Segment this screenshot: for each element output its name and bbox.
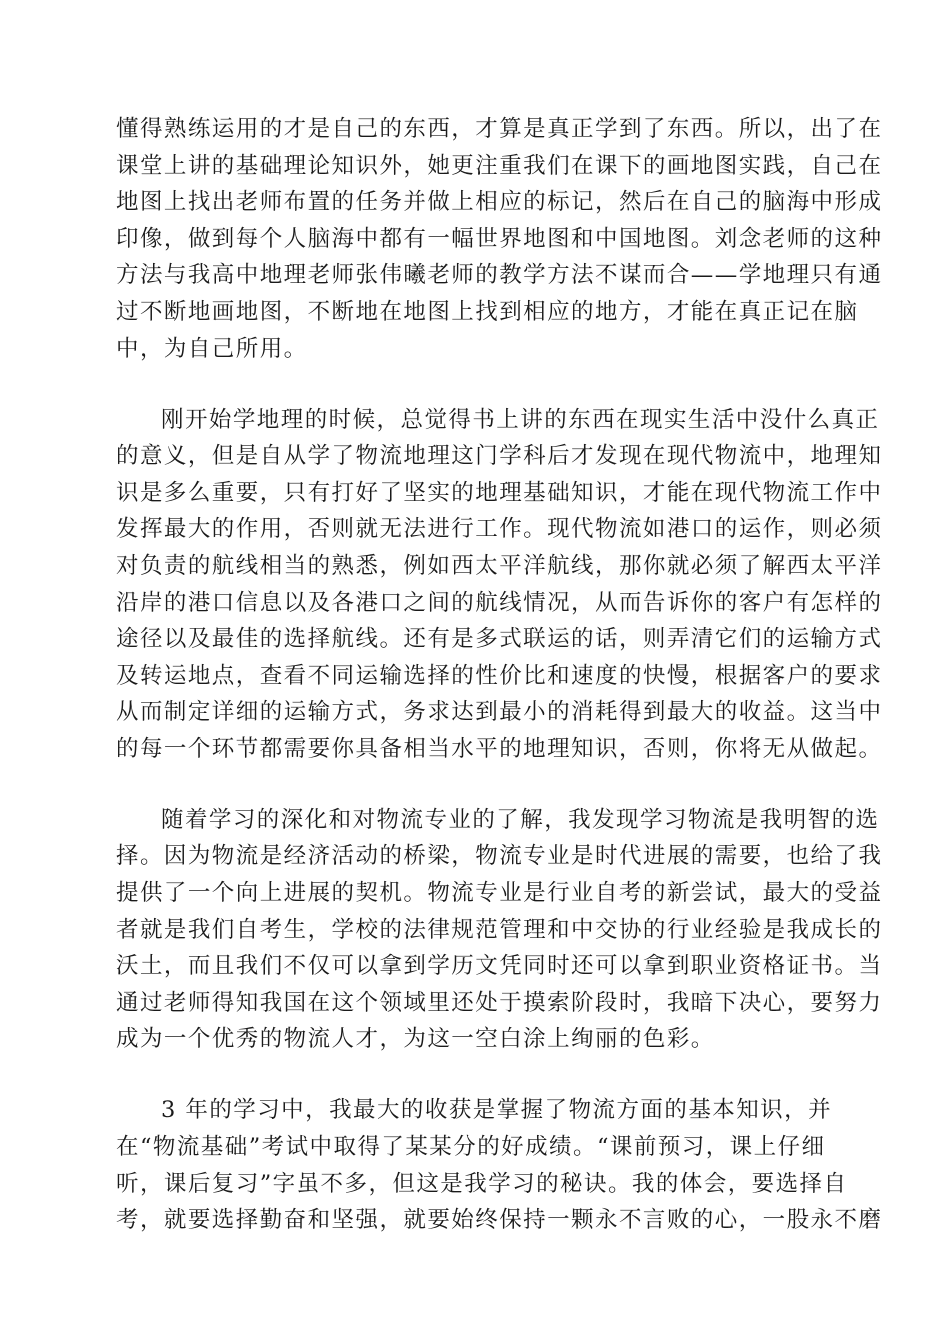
text-line: 识是多么重要，只有打好了坚实的地理基础知识，才能在现代物流工作中 (116, 479, 883, 506)
text-line: 过不断地画地图，不断地在地图上找到相应的地方，才能在真正记在脑 (116, 298, 859, 325)
text-line: 课堂上讲的基础理论知识外，她更注重我们在课下的画地图实践，自己在 (116, 152, 883, 179)
text-line: 沃土，而且我们不仅可以拿到学历文凭同时还可以拿到职业资格证书。当 (116, 953, 883, 980)
text-line: 听，课后复习”字虽不多，但这是我学习的秘诀。我的体会，要选择自 (116, 1170, 848, 1197)
text-line: 者就是我们自考生，学校的法律规范管理和中交协的行业经验是我成长的 (116, 916, 883, 943)
text-line: 途径以及最佳的选择航线。还有是多式联运的话，则弄清它们的运输方式 (116, 626, 883, 653)
text-line: 发挥最大的作用，否则就无法进行工作。现代物流如港口的运作，则必须 (116, 516, 883, 543)
text-line: 的意义，但是自从学了物流地理这门学科后才发现在现代物流中，地理知 (116, 443, 883, 470)
text-line: 考，就要选择勤奋和坚强，就要始终保持一颗永不言败的心，一股永不磨 (116, 1207, 883, 1234)
text-line: 提供了一个向上进展的契机。物流专业是行业自考的新尝试，最大的受益 (116, 880, 883, 907)
paragraph-3 (116, 802, 883, 1058)
text-line: 从而制定详细的运输方式，务求达到最小的消耗得到最大的收益。这当中 (116, 699, 883, 726)
text-line: 对负责的航线相当的熟悉，例如西太平洋航线，那你就必须了解西太平洋 (116, 552, 883, 579)
text-line: 地图上找出老师布置的任务并做上相应的标记，然后在自己的脑海中形成 (116, 189, 883, 216)
text-line: 及转运地点，查看不同运输选择的性价比和速度的快慢，根据客户的要求 (116, 662, 883, 689)
text-line: 方法与我高中地理老师张伟曦老师的教学方法不谋而合——学地理只有通 (116, 262, 883, 289)
document-body (116, 111, 883, 1239)
paragraph-1 (116, 111, 883, 367)
text-line: 中，为自己所用。 (116, 335, 308, 362)
text-line: 懂得熟练运用的才是自己的东西，才算是真正学到了东西。所以，出了在 (116, 116, 883, 142)
paragraph-2 (116, 402, 883, 768)
text-line: 刚开始学地理的时候，总觉得书上讲的东西在现实生活中没什么真正 (161, 406, 880, 433)
text-line: 的每一个环节都需要你具备相当水平的地理知识，否则，你将无从做起。 (116, 735, 883, 762)
text-line: 印像，做到每个人脑海中都有一幅世界地图和中国地图。刘念老师的这种 (116, 225, 883, 252)
text-line: 随着学习的深化和对物流专业的了解，我发现学习物流是我明智的选 (161, 806, 880, 833)
text-line: 成为一个优秀的物流人才，为这一空白涂上绚丽的色彩。 (116, 1026, 715, 1053)
text-line: 3 年的学习中，我最大的收获是掌握了物流方面的基本知识，并 (161, 1097, 833, 1124)
paragraph-4 (116, 1092, 883, 1238)
text-line: 择。因为物流是经济活动的桥梁，物流专业是时代进展的需要，也给了我 (116, 843, 883, 870)
text-line: 沿岸的港口信息以及各港口之间的航线情况，从而告诉你的客户有怎样的 (116, 589, 883, 616)
text-line: 通过老师得知我国在这个领域里还处于摸索阶段时，我暗下决心，要努力 (116, 989, 883, 1016)
text-line: 在“物流基础”考试中取得了某某分的好成绩。“课前预习，课上仔细 (116, 1134, 826, 1161)
